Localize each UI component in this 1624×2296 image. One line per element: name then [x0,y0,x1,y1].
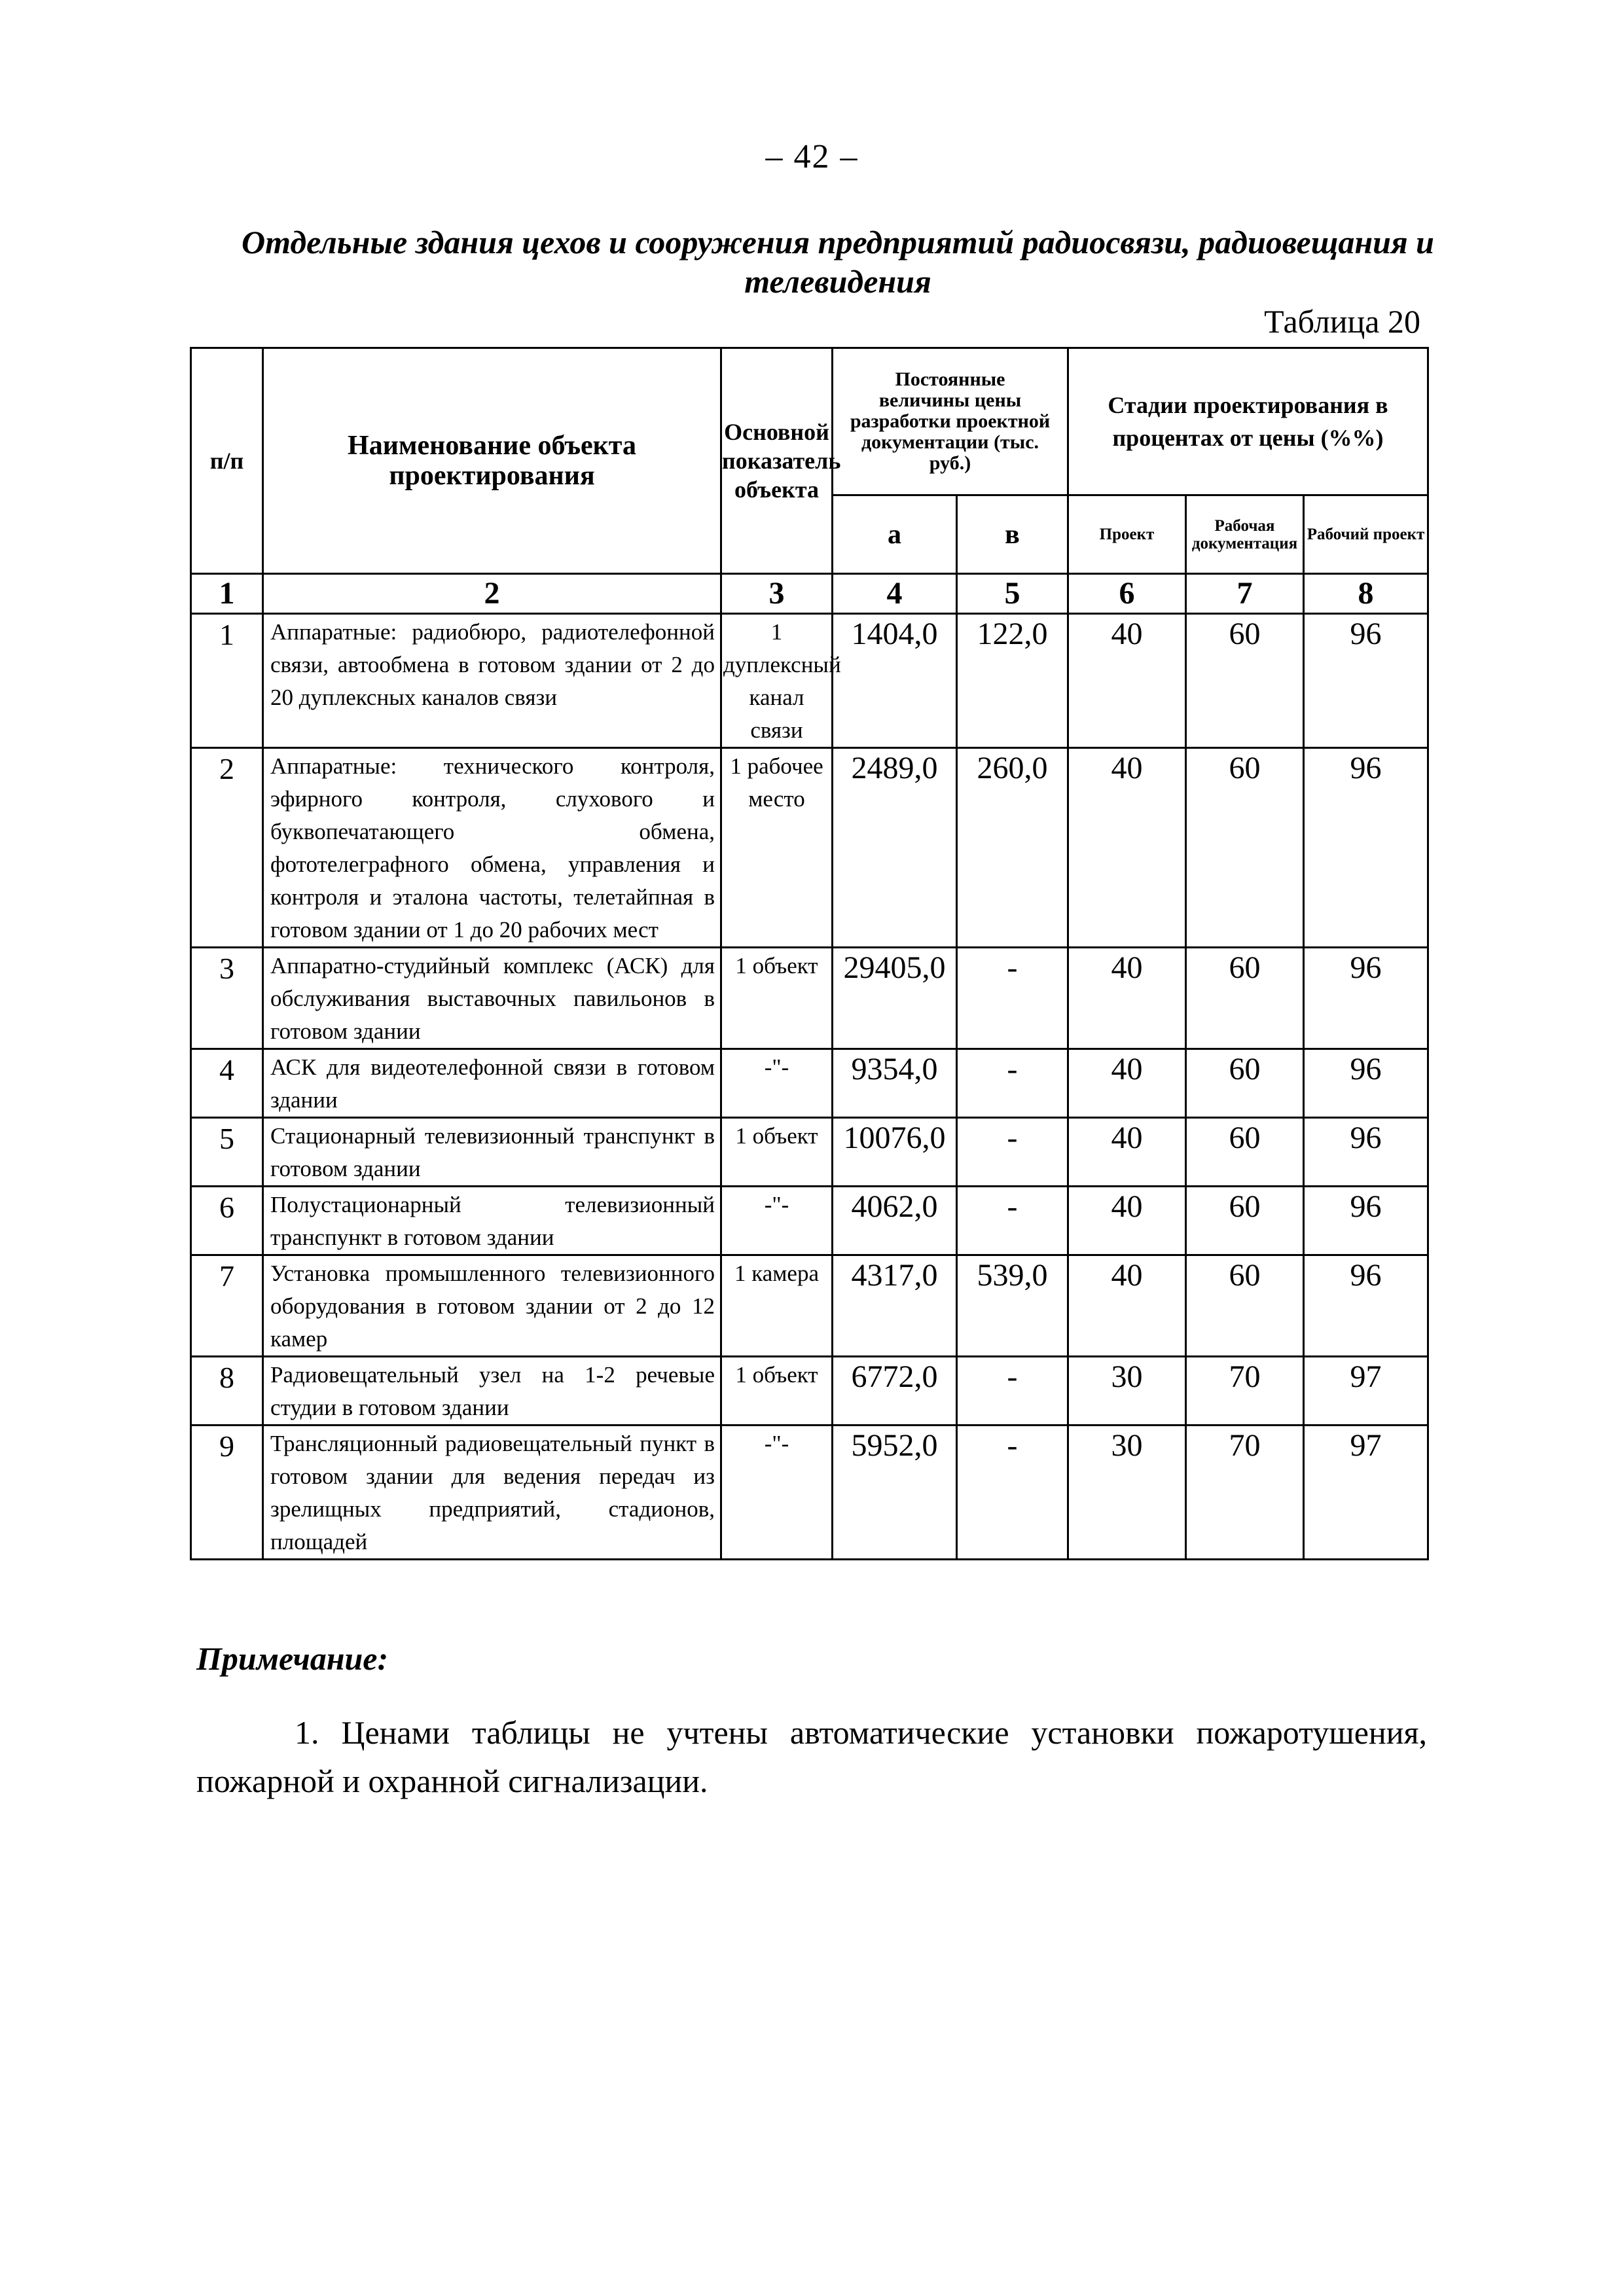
header-name: Наименование объекта проектирования [263,348,721,574]
price-a: 5952,0 [833,1426,957,1560]
note-title: Примечание: [196,1640,389,1677]
object-indicator: 1 дуплексный канал связи [721,614,833,748]
price-a: 9354,0 [833,1049,957,1118]
row-number: 4 [191,1049,263,1118]
stage-workproject: 96 [1304,1187,1428,1255]
stage-project: 40 [1068,1118,1186,1187]
object-indicator: 1 камера [721,1255,833,1357]
price-b: - [957,948,1068,1049]
table-row [191,1357,1428,1426]
price-b: 122,0 [957,614,1068,748]
object-name: Стационарный телевизионный транспункт в готовом здании [263,1118,721,1187]
row-number: 8 [191,1357,263,1426]
row-number: 7 [191,1255,263,1357]
stage-project: 40 [1068,1255,1186,1357]
column-number: 3 [721,574,833,614]
column-number: 1 [191,574,263,614]
stage-workdoc: 60 [1186,948,1304,1049]
price-b: 260,0 [957,748,1068,948]
stage-workdoc: 60 [1186,614,1304,748]
row-number: 9 [191,1426,263,1560]
column-number: 2 [263,574,721,614]
stage-workdoc: 60 [1186,1118,1304,1187]
stage-workproject: 96 [1304,1118,1428,1187]
object-name: Аппаратные: радиобюро, радиотелефонной связи, автообмена в готовом здании от 2 до 20 дуплексных каналов связи [263,614,721,748]
stage-workdoc: 60 [1186,1255,1304,1357]
stage-project: 40 [1068,1187,1186,1255]
stage-workdoc: 60 [1186,1049,1304,1118]
page-title: Отдельные здания цехов и сооружения предприятий радиосвязи, радиовещания и телевидения [242,224,1434,300]
object-indicator: -"- [721,1049,833,1118]
object-name: Полустационарный телевизионный транспункт в готовом здании [263,1187,721,1255]
table-row [191,1426,1428,1560]
header-price-a: а [833,495,957,574]
price-table [190,347,1429,1560]
object-name: Аппаратно-студийный комплекс (АСК) для обслуживания выставочных павильонов в готовом здании [263,948,721,1049]
object-name: Радиовещательный узел на 1-2 речевые студии в готовом здании [263,1357,721,1426]
column-number: 6 [1068,574,1186,614]
column-number: 4 [833,574,957,614]
object-indicator: -"- [721,1187,833,1255]
stage-project: 40 [1068,1049,1186,1118]
header-stage-workproject: Рабочий проект [1304,495,1428,574]
stage-workproject: 96 [1304,748,1428,948]
stage-project: 40 [1068,748,1186,948]
header-price: Постоянные величины цены разработки проектной документации (тыс. руб.) [833,348,1068,495]
object-indicator: -"- [721,1426,833,1560]
price-a: 4317,0 [833,1255,957,1357]
stage-workproject: 97 [1304,1426,1428,1560]
stage-project: 30 [1068,1357,1186,1426]
page-number: – 42 – [765,138,859,175]
column-number: 8 [1304,574,1428,614]
table-row [191,614,1428,748]
price-a: 4062,0 [833,1187,957,1255]
price-b: - [957,1049,1068,1118]
column-number: 7 [1186,574,1304,614]
stage-workproject: 96 [1304,614,1428,748]
header-stage-workdoc: Рабочая документация [1186,495,1304,574]
price-a: 1404,0 [833,614,957,748]
price-b: 539,0 [957,1255,1068,1357]
stage-workproject: 96 [1304,1049,1428,1118]
price-a: 10076,0 [833,1118,957,1187]
table-row [191,748,1428,948]
price-b: - [957,1357,1068,1426]
stage-workproject: 97 [1304,1357,1428,1426]
header-stage-project: Проект [1068,495,1186,574]
table-row [191,1049,1428,1118]
table-label: Таблица 20 [1264,303,1420,340]
stage-workdoc: 60 [1186,1187,1304,1255]
table-row [191,1118,1428,1187]
object-indicator: 1 объект [721,1357,833,1426]
stage-workdoc: 60 [1186,748,1304,948]
table-row [191,1255,1428,1357]
column-number: 5 [957,574,1068,614]
header-price-b: в [957,495,1068,574]
header-num: п/п [191,348,263,574]
note-text: 1. Ценами таблицы не учтены автоматические установки пожаротушения, пожарной и охранной сигнализации. [196,1714,1427,1799]
object-name: Аппаратные: технического контроля, эфирного контроля, слухового и буквопечатающего обмена, фототелеграфного обмена, управления и контроля и эталона частоты, телетайпная в готовом здании от 1 до 20 рабочих мест [263,748,721,948]
row-number: 2 [191,748,263,948]
price-a: 29405,0 [833,948,957,1049]
price-b: - [957,1118,1068,1187]
row-number: 3 [191,948,263,1049]
stage-workproject: 96 [1304,1255,1428,1357]
object-name: Трансляционный радиовещательный пункт в готовом здании для ведения передач из зрелищных предприятий, стадионов, площадей [263,1426,721,1560]
stage-project: 40 [1068,948,1186,1049]
header-indicator: Основной показатель объекта [721,348,833,574]
row-number: 5 [191,1118,263,1187]
column-numbers-row [191,574,1428,614]
object-name: АСК для видеотелефонной связи в готовом здании [263,1049,721,1118]
stage-workdoc: 70 [1186,1426,1304,1560]
table-row [191,1187,1428,1255]
price-b: - [957,1187,1068,1255]
stage-project: 40 [1068,614,1186,748]
stage-workdoc: 70 [1186,1357,1304,1426]
stage-project: 30 [1068,1426,1186,1560]
price-b: - [957,1426,1068,1560]
object-indicator: 1 объект [721,948,833,1049]
header-stages: Стадии проектирования в процентах от цены (%%) [1068,348,1428,495]
table-row [191,948,1428,1049]
object-name: Установка промышленного телевизионного оборудования в готовом здании от 2 до 12 камер [263,1255,721,1357]
object-indicator: 1 объект [721,1118,833,1187]
price-a: 6772,0 [833,1357,957,1426]
row-number: 6 [191,1187,263,1255]
stage-workproject: 96 [1304,948,1428,1049]
price-a: 2489,0 [833,748,957,948]
row-number: 1 [191,614,263,748]
object-indicator: 1 рабочее место [721,748,833,948]
